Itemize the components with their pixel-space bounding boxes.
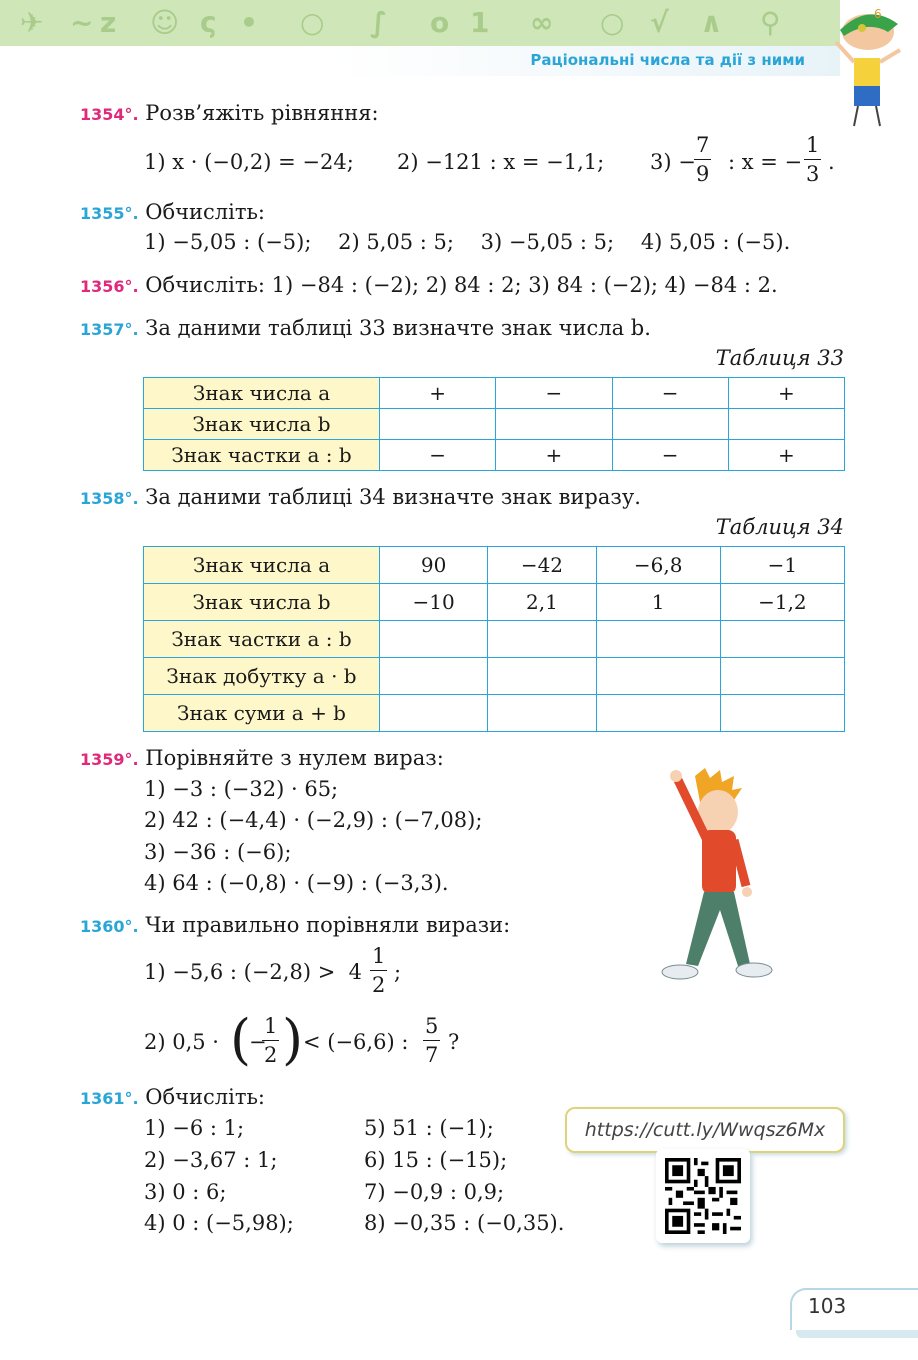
list-item: 5) 51 : (−1); <box>364 1116 494 1140</box>
exercise-1359-heading <box>80 746 444 770</box>
numerator: 1 <box>370 942 387 971</box>
exercise-number: 1359 <box>80 750 125 769</box>
comparison-2-end: ? <box>448 1030 460 1054</box>
exercise-number: 1354 <box>80 105 125 124</box>
fraction-1-2 <box>370 942 387 999</box>
row-header: Знак числа b <box>144 409 380 440</box>
exercise-mark: °. <box>124 489 139 508</box>
table-cell: + <box>496 440 612 471</box>
right-parenthesis: ) <box>282 1008 304 1071</box>
exercise-mark: °. <box>124 105 139 124</box>
table-cell <box>720 621 844 658</box>
table-cell: − <box>380 440 496 471</box>
exercise-mark: °. <box>124 320 139 339</box>
numerator: 1 <box>262 1012 279 1041</box>
equation-2: 2) −121 : x = −1,1; <box>397 150 605 174</box>
exercise-1355-items: 1) −5,05 : (−5); 2) 5,05 : 5; 3) −5,05 : 5; 4) 5,05 : (−5). <box>144 230 791 254</box>
table-cell: + <box>728 440 844 471</box>
table-cell <box>380 621 488 658</box>
table-cell: + <box>380 378 496 409</box>
exercise-task: За даними таблиці 33 визначте знак числа b. <box>145 316 651 340</box>
table-cell: + <box>728 378 844 409</box>
table-cell: 90 <box>380 547 488 584</box>
exercise-1360-heading <box>80 913 510 937</box>
table-cell: −1,2 <box>720 584 844 621</box>
qr-code[interactable] <box>656 1149 750 1243</box>
table-cell <box>380 409 496 440</box>
exercise-1356 <box>80 273 778 297</box>
equation-1: 1) x · (−0,2) = −24; <box>144 150 354 174</box>
table-row <box>144 584 845 621</box>
exercise-mark: °. <box>124 204 139 223</box>
list-item: 3) −36 : (−6); <box>144 840 292 864</box>
list-item: 6) 15 : (−15); <box>364 1148 508 1172</box>
table-cell <box>728 409 844 440</box>
exercise-1357-heading <box>80 316 651 340</box>
exercise-1354-heading <box>80 101 379 125</box>
chapter-title: Раціональні числа та дії з ними <box>530 51 805 69</box>
list-item: 4) 64 : (−0,8) · (−9) : (−3,3). <box>144 871 449 895</box>
table-33-caption: Таблиця 33 <box>715 346 844 370</box>
denominator: 7 <box>425 1043 439 1067</box>
exercise-task: За даними таблиці 34 визначте знак виразу. <box>145 485 641 509</box>
page-number: 103 <box>808 1294 847 1318</box>
left-parenthesis: ( <box>230 1008 252 1071</box>
table-34 <box>143 546 845 732</box>
table-cell: −10 <box>380 584 488 621</box>
fraction-5-7 <box>423 1012 440 1069</box>
table-row <box>144 378 845 409</box>
table-row <box>144 621 845 658</box>
exercise-task: Обчисліть: <box>145 200 265 224</box>
comparison-2-middle: < (−6,6) : <box>303 1030 409 1054</box>
row-header: Знак частки a : b <box>144 440 380 471</box>
exercise-1358-heading <box>80 485 641 509</box>
resource-link[interactable]: https://cutt.ly/Wwqsz6Mx <box>565 1107 845 1153</box>
minus-sign: − <box>249 1030 267 1054</box>
table-cell: − <box>612 378 728 409</box>
comparison-2-prefix: 2) 0,5 · <box>144 1030 219 1054</box>
numerator: 1 <box>804 131 821 160</box>
table-33 <box>143 377 845 471</box>
boy-illustration-top <box>828 2 908 130</box>
fraction-1-3 <box>804 131 821 188</box>
table-cell: −6,8 <box>596 547 720 584</box>
equation-3-end: . <box>828 150 835 174</box>
comparison-1-end: ; <box>394 960 402 984</box>
table-cell: 2,1 <box>488 584 596 621</box>
list-item: 2) 42 : (−4,4) · (−2,9) : (−7,08); <box>144 808 483 832</box>
table-cell <box>496 409 612 440</box>
table-cell <box>720 658 844 695</box>
table-cell: −1 <box>720 547 844 584</box>
list-item: 4) 0 : (−5,98); <box>144 1211 294 1235</box>
list-item: 8) −0,35 : (−0,35). <box>364 1211 565 1235</box>
table-cell: − <box>612 440 728 471</box>
table-cell <box>720 695 844 732</box>
row-header: Знак добутку a · b <box>144 658 380 695</box>
list-item: 7) −0,9 : 0,9; <box>364 1180 505 1204</box>
equation-3-middle: : x = − <box>728 150 803 174</box>
bottom-decoration <box>796 1330 918 1338</box>
table-cell <box>612 409 728 440</box>
row-header: Знак числа a <box>144 547 380 584</box>
table-row <box>144 409 845 440</box>
comparison-1-prefix: 1) −5,6 : (−2,8) > 4 <box>144 960 363 984</box>
exercise-number: 1355 <box>80 204 125 223</box>
exercise-mark: °. <box>124 917 139 936</box>
exercise-number: 1361 <box>80 1089 125 1108</box>
exercise-task: Обчисліть: <box>145 1085 265 1109</box>
exercise-task: Розв’яжіть рівняння: <box>145 101 379 125</box>
table-34-caption: Таблиця 34 <box>715 515 844 539</box>
table-row <box>144 547 845 584</box>
exercise-1355-heading <box>80 200 265 224</box>
list-item: 2) −3,67 : 1; <box>144 1148 278 1172</box>
exercise-task: Порівняйте з нулем вираз: <box>145 746 444 770</box>
table-cell <box>380 658 488 695</box>
row-header: Знак суми a + b <box>144 695 380 732</box>
exercise-mark: °. <box>124 277 139 296</box>
exercise-mark: °. <box>124 1089 139 1108</box>
table-row <box>144 440 845 471</box>
exercise-task: Обчисліть: 1) −84 : (−2); 2) 84 : 2; 3) 84 : (−2); 4) −84 : 2. <box>145 273 778 297</box>
boy-waving-illustration <box>650 768 775 988</box>
table-cell <box>488 695 596 732</box>
table-cell: − <box>496 378 612 409</box>
fraction-7-9 <box>694 131 711 188</box>
svg-text:6: 6 <box>874 7 882 21</box>
exercise-number: 1358 <box>80 489 125 508</box>
exercise-1361-heading <box>80 1085 265 1109</box>
table-row <box>144 658 845 695</box>
table-cell <box>596 621 720 658</box>
denominator: 2 <box>372 973 386 997</box>
list-item: 3) 0 : 6; <box>144 1180 227 1204</box>
numerator: 5 <box>423 1012 440 1041</box>
list-item: 1) −3 : (−32) · 65; <box>144 777 339 801</box>
table-cell: 1 <box>596 584 720 621</box>
table-cell <box>380 695 488 732</box>
row-header: Знак числа b <box>144 584 380 621</box>
list-item: 1) −6 : 1; <box>144 1116 245 1140</box>
row-header: Знак частки a : b <box>144 621 380 658</box>
table-cell <box>488 621 596 658</box>
table-cell: −42 <box>488 547 596 584</box>
decorative-header-band: ✈ ~ z ☺ ς • ○ ∫ o 1 ∞ ○ √ ∧ ⚲ <box>0 0 840 48</box>
numerator: 7 <box>694 131 711 160</box>
exercise-number: 1357 <box>80 320 125 339</box>
fraction-1-2 <box>262 1012 279 1069</box>
denominator: 3 <box>806 162 820 186</box>
denominator: 2 <box>264 1043 278 1067</box>
row-header: Знак числа a <box>144 378 380 409</box>
qr-code-icon <box>665 1158 741 1234</box>
exercise-number: 1356 <box>80 277 125 296</box>
denominator: 9 <box>696 162 710 186</box>
table-cell <box>488 658 596 695</box>
table-row <box>144 695 845 732</box>
exercise-task: Чи правильно порівняли вирази: <box>145 913 511 937</box>
table-cell <box>596 695 720 732</box>
exercise-number: 1360 <box>80 917 125 936</box>
exercise-mark: °. <box>124 750 139 769</box>
table-cell <box>596 658 720 695</box>
equation-3-prefix: 3) − <box>650 150 696 174</box>
